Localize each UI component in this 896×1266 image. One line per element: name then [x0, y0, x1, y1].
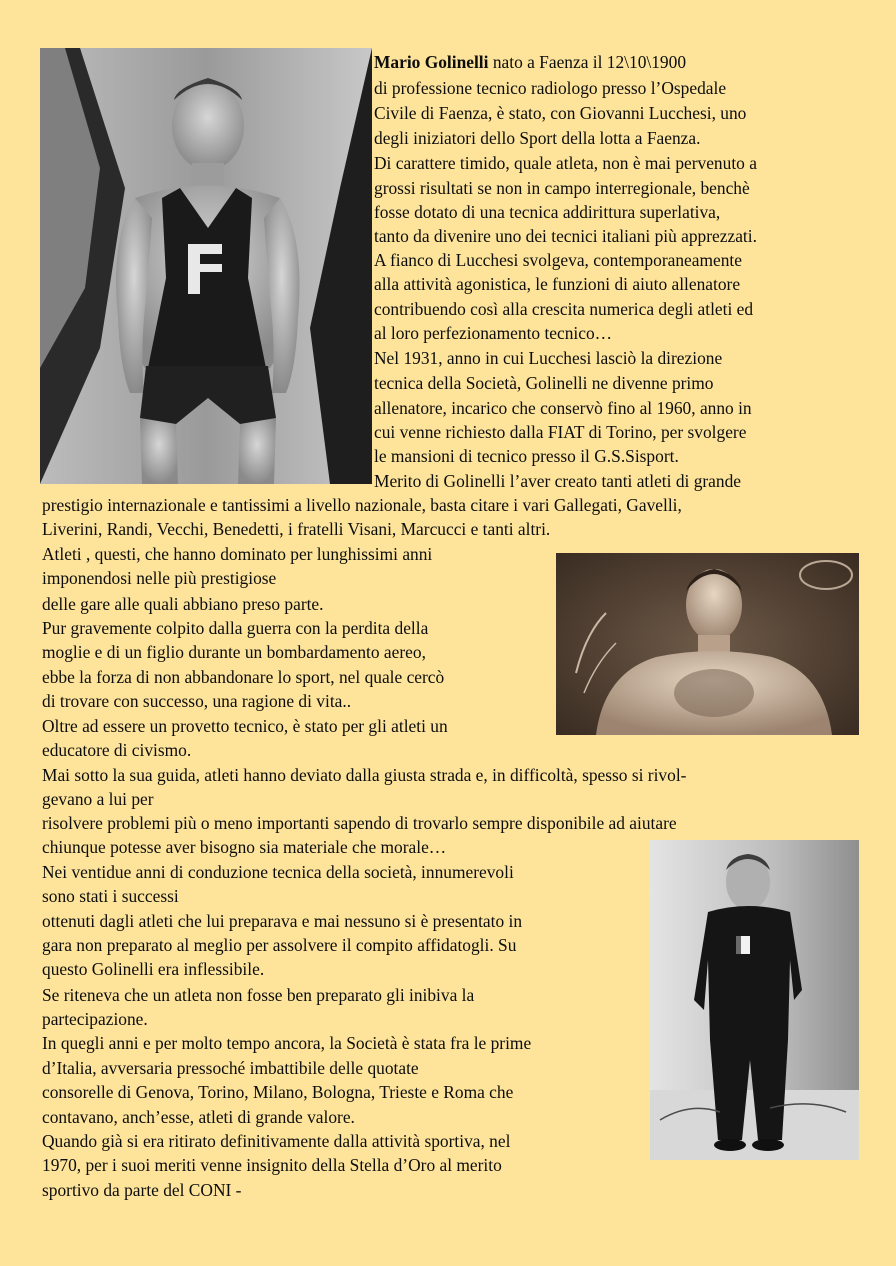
text-line: Se riteneva che un atleta non fosse ben preparato gli inibiva la: [42, 985, 475, 1005]
text-line: gara non preparato al meglio per assolvere il compito affidatogli. Su: [42, 935, 517, 955]
text-line: tanto da divenire uno dei tecnici italiani più apprezzati.: [374, 226, 757, 246]
text-line: cui venne richiesto dalla FIAT di Torino, per svolgere: [374, 422, 747, 442]
text-line: In quegli anni e per molto tempo ancora, la Società è stata fra le prime: [42, 1033, 532, 1053]
text-line: Civile di Faenza, è stato, con Giovanni Lucchesi, uno: [374, 103, 747, 123]
text-line: sportivo da parte del CONI -: [42, 1180, 242, 1200]
text-line: tecnica della Società, Golinelli ne divenne primo: [374, 373, 714, 393]
text-line: A fianco di Lucchesi svolgeva, contemporaneamente: [374, 250, 742, 270]
photo-wrestler-standing: [40, 48, 372, 484]
text-line: ottenuti dagli atleti che lui preparava e mai nessuno si è presentato in: [42, 911, 523, 931]
text-line: Atleti , questi, che hanno dominato per lunghissimi anni: [42, 544, 433, 564]
text-line: chiunque potesse aver bisogno sia materiale che morale…: [42, 837, 447, 857]
text-line: educatore di civismo.: [42, 740, 192, 760]
photo-coach-tracksuit: [650, 840, 859, 1160]
text-line: allenatore, incarico che conservò fino al 1960, anno in: [374, 398, 752, 418]
text-line: Pur gravemente colpito dalla guerra con la perdita della: [42, 618, 429, 638]
text-line: al loro perfezionamento tecnico…: [374, 323, 613, 343]
text-line: degli iniziatori dello Sport della lotta a Faenza.: [374, 128, 701, 148]
text-line: delle gare alle quali abbiano preso parte.: [42, 594, 324, 614]
text-line: sono stati i successi: [42, 886, 179, 906]
text-line: di professione tecnico radiologo presso l’Ospedale: [374, 78, 727, 98]
text-line: moglie e di un figlio durante un bombardamento aereo,: [42, 642, 426, 662]
text-line: le mansioni di tecnico presso il G.S.Sisport.: [374, 446, 679, 466]
subject-name: Mario Golinelli: [374, 52, 489, 72]
text-line: Merito di Golinelli l’aver creato tanti atleti di grande: [374, 471, 742, 491]
text-line: Mai sotto la sua guida, atleti hanno deviato dalla giusta strada e, in difficoltà, spesso si rivol-: [42, 765, 687, 785]
text-line: fosse dotato di una tecnica addirittura superlativa,: [374, 202, 721, 222]
text-line: Oltre ad essere un provetto tecnico, è stato per gli atleti un: [42, 716, 448, 736]
text-line: grossi risultati se non in campo interregionale, benchè: [374, 178, 750, 198]
text-line: 1970, per i suoi meriti venne insignito della Stella d’Oro al merito: [42, 1155, 502, 1175]
text-line: ebbe la forza di non abbandonare lo sport, nel quale cercò: [42, 667, 445, 687]
text-line: di trovare con successo, una ragione di vita..: [42, 691, 352, 711]
text-line: Liverini, Randi, Vecchi, Benedetti, i fratelli Visani, Marcucci e tanti altri.: [42, 519, 551, 539]
text-line: contribuendo così alla crescita numerica degli atleti ed: [374, 299, 754, 319]
text-line: Nel 1931, anno in cui Lucchesi lasciò la direzione: [374, 348, 723, 368]
text-line: contavano, anch’esse, atleti di grande valore.: [42, 1107, 355, 1127]
text-line: partecipazione.: [42, 1009, 148, 1029]
text-line: consorelle di Genova, Torino, Milano, Bologna, Trieste e Roma che: [42, 1082, 514, 1102]
text-line: gevano a lui per: [42, 789, 154, 809]
photo-wrestler-bust: [556, 553, 859, 735]
text-line: Quando già si era ritirato definitivamente dalla attività sportiva, nel: [42, 1131, 511, 1151]
text-line: Nei ventidue anni di conduzione tecnica della società, innumerevoli: [42, 862, 514, 882]
text-line: nato a Faenza il 12\10\1900: [488, 52, 687, 72]
text-line: Di carattere timido, quale atleta, non è mai pervenuto a: [374, 153, 757, 173]
text-line: prestigio internazionale e tantissimi a livello nazionale, basta citare i vari Gallegati, Gavelli,: [42, 495, 682, 515]
text-line: alla attività agonistica, le funzioni di aiuto allenatore: [374, 274, 741, 294]
text-line: questo Golinelli era inflessibile.: [42, 959, 265, 979]
text-line: imponendosi nelle più prestigiose: [42, 568, 277, 588]
text-line: risolvere problemi più o meno importanti sapendo di trovarlo sempre disponibile ad aiutare: [42, 813, 677, 833]
text-line: d’Italia, avversaria pressoché imbattibile delle quotate: [42, 1058, 419, 1078]
